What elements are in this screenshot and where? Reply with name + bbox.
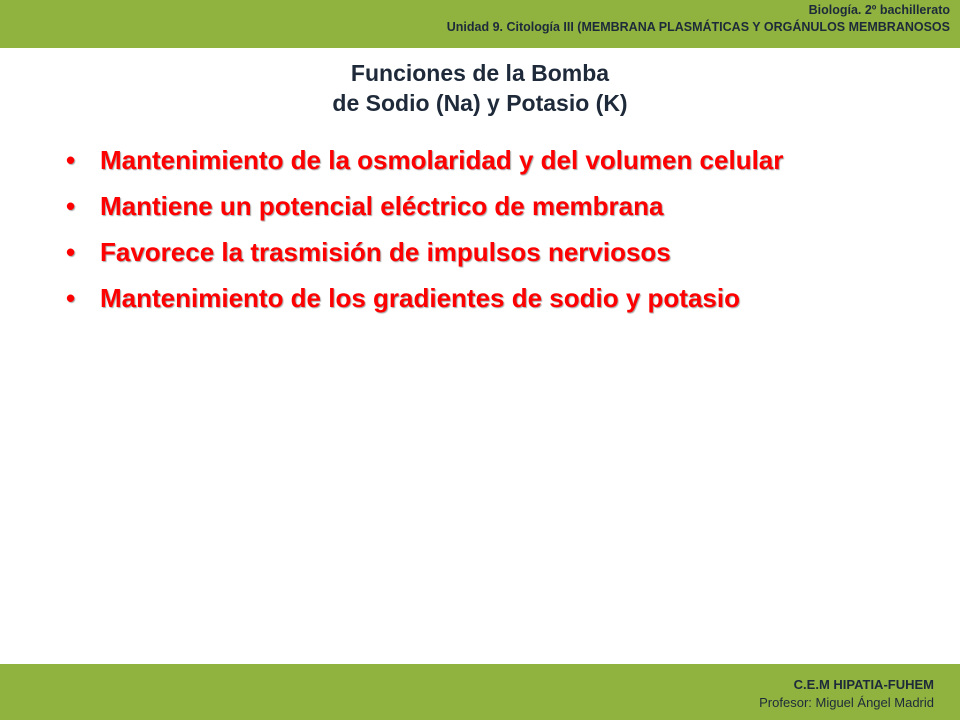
slide-title bbox=[0, 58, 960, 118]
bullet-dot-icon: • bbox=[66, 283, 76, 313]
bullet-text: Favorece la trasmisión de impulsos nerviosos bbox=[100, 237, 671, 267]
bullet-text: Mantenimiento de los gradientes de sodio y potasio bbox=[100, 283, 740, 313]
title-line-1: Funciones de la Bomba bbox=[350, 60, 610, 86]
bullet-dot-icon: • bbox=[66, 145, 76, 175]
bullet-text: Mantenimiento de la osmolaridad y del volumen celular bbox=[100, 145, 784, 175]
bullet-dot-icon: • bbox=[66, 191, 76, 221]
bullet-item bbox=[64, 282, 864, 315]
teacher-name: Profesor: Miguel Ángel Madrid bbox=[759, 695, 934, 710]
course-label: Biología. 2º bachillerato bbox=[808, 3, 950, 17]
bullet-text: Mantiene un potencial eléctrico de membrana bbox=[100, 191, 664, 221]
bullet-dot-icon: • bbox=[66, 237, 76, 267]
header-info bbox=[447, 2, 950, 36]
school-name: C.E.M HIPATIA-FUHEM bbox=[793, 677, 934, 692]
bullet-list bbox=[64, 144, 864, 328]
footer-info bbox=[759, 676, 934, 712]
unit-label: Unidad 9. Citología III (MEMBRANA PLASMÁTICAS Y ORGÁNULOS MEMBRANOSOS bbox=[446, 20, 950, 34]
bullet-item bbox=[64, 190, 864, 223]
bullet-item bbox=[64, 236, 864, 269]
bullet-item bbox=[64, 144, 864, 177]
title-line-2: de Sodio (Na) y Potasio (K) bbox=[332, 90, 628, 116]
